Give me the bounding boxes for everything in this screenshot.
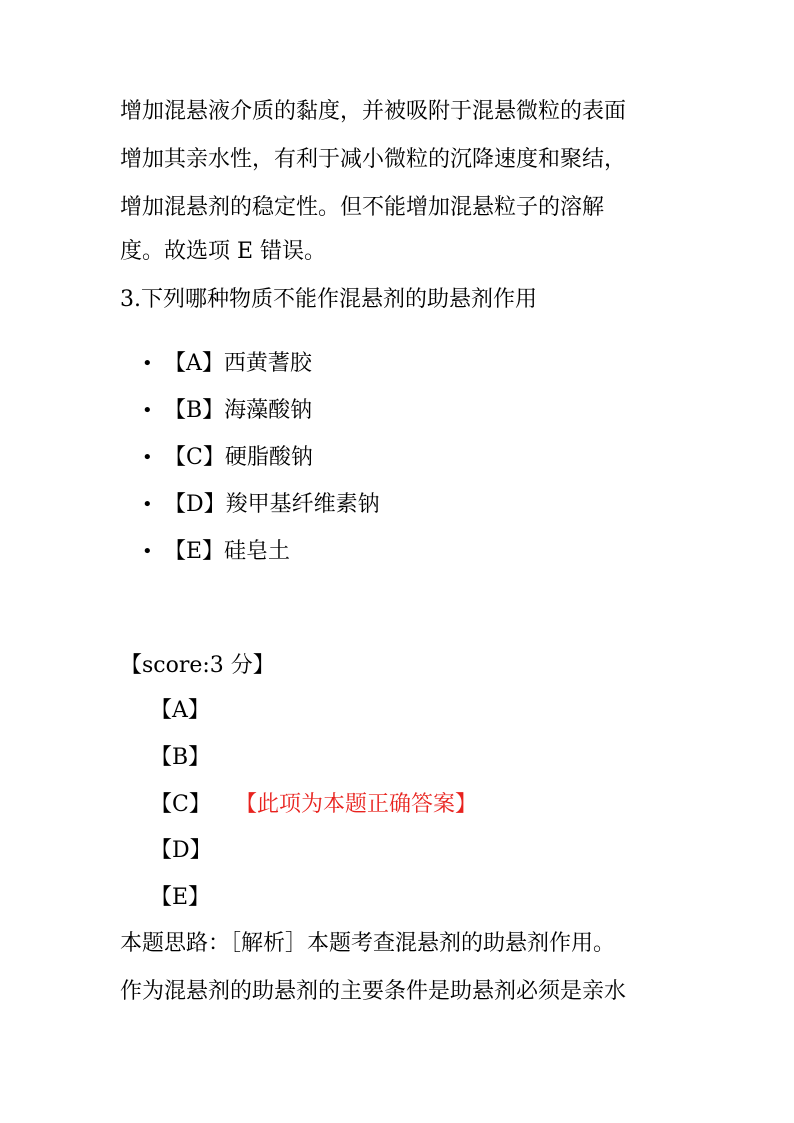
answer-b-label: 【B】	[150, 745, 211, 770]
bullet-icon: •	[142, 353, 153, 374]
answer-e-label: 【E】	[150, 885, 211, 910]
option-d-label: 【D】羧甲基纤维素钠	[164, 492, 380, 517]
explanation-line-1: 本题思路：［解析］本题考查混悬剂的助悬剂作用。	[120, 931, 616, 956]
score-label: 【score:3 分】	[120, 653, 275, 678]
answer-row-b	[150, 743, 235, 773]
answer-row-a	[150, 696, 235, 726]
answer-row-c	[150, 790, 477, 820]
answer-row-e	[150, 883, 235, 913]
question-text: 3.下列哪种物质不能作混悬剂的助悬剂作用	[120, 287, 537, 312]
option-c-label: 【C】硬脂酸钠	[164, 445, 313, 470]
bullet-icon: •	[142, 447, 153, 468]
answer-row-d	[150, 836, 235, 866]
option-a	[142, 349, 312, 379]
explanation-prev-line-2: 增加其亲水性，有利于减小微粒的沉降速度和聚结，	[120, 147, 627, 172]
option-a-label: 【A】西黄蓍胶	[164, 351, 312, 376]
explanation-prev-line-3: 增加混悬剂的稳定性。但不能增加混悬粒子的溶解	[120, 195, 605, 220]
answer-d-label: 【D】	[150, 838, 212, 863]
option-d	[142, 490, 380, 520]
bullet-icon: •	[142, 400, 153, 421]
option-c	[142, 443, 313, 473]
explanation-prev-line-4: 度。故选项 E 错误。	[120, 239, 327, 264]
option-e	[142, 537, 290, 567]
option-b	[142, 396, 312, 426]
answer-a-label: 【A】	[150, 698, 210, 723]
explanation-prev-line-1: 增加混悬液介质的黏度，并被吸附于混悬微粒的表面	[120, 99, 627, 124]
answer-c-label: 【C】	[150, 792, 211, 817]
bullet-icon: •	[142, 541, 153, 562]
option-e-label: 【E】硅皂土	[164, 539, 291, 564]
correct-answer-mark: 【此项为本题正确答案】	[235, 792, 478, 817]
explanation-line-2: 作为混悬剂的助悬剂的主要条件是助悬剂必须是亲水	[120, 979, 627, 1004]
bullet-icon: •	[142, 494, 153, 515]
option-b-label: 【B】海藻酸钠	[164, 398, 313, 423]
